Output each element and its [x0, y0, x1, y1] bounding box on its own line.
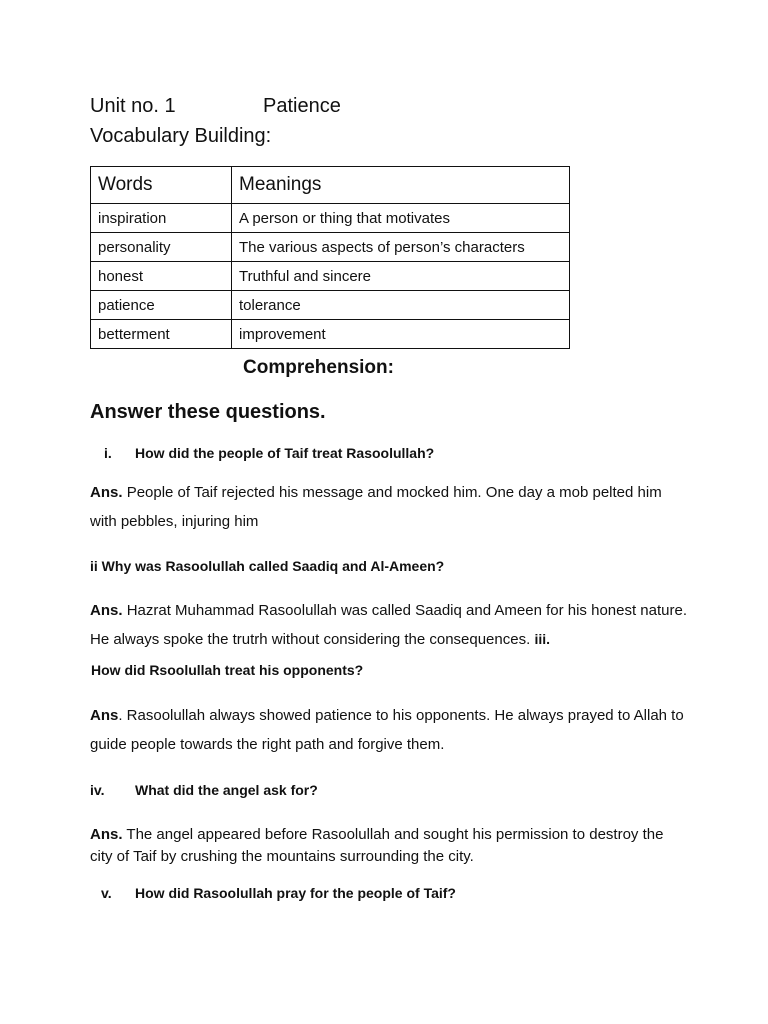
question-number: i. — [104, 445, 112, 461]
meaning-cell: improvement — [232, 320, 570, 349]
comprehension-heading: Comprehension: — [243, 357, 394, 378]
question-2 — [90, 558, 444, 574]
answer-2 — [90, 596, 690, 654]
column-header-meanings: Meanings — [232, 167, 570, 204]
question-text: What did the angel ask for? — [135, 782, 318, 798]
word-cell: personality — [91, 233, 232, 262]
question-number: v. — [101, 885, 112, 901]
table-row — [91, 262, 570, 291]
table-row — [91, 233, 570, 262]
answer-text: The angel appeared before Rasoolullah and sought his permission to destroy the city of Taif by crushing the mountains surrounding the city. — [90, 826, 664, 865]
answer-label: Ans. — [90, 484, 123, 501]
meaning-cell: A person or thing that motivates — [232, 204, 570, 233]
question-text: How did Rasoolullah pray for the people of Taif? — [135, 885, 456, 901]
answer-label: Ans. — [90, 602, 123, 619]
question-number: ii — [90, 558, 98, 574]
answer-questions-heading: Answer these questions. — [90, 401, 326, 423]
table-row — [91, 291, 570, 320]
table-row — [91, 320, 570, 349]
word-cell: patience — [91, 291, 232, 320]
answer-label: Ans. — [90, 826, 123, 843]
answer-text: Hazrat Muhammad Rasoolullah was called Saadiq and Ameen for his honest nature. He always spoke the trutrh without considering the consequences. — [90, 602, 688, 648]
table-row — [91, 204, 570, 233]
unit-number: Unit no. 1 — [90, 95, 176, 117]
word-cell: honest — [91, 262, 232, 291]
vocabulary-table — [90, 166, 570, 349]
unit-topic: Patience — [263, 95, 341, 117]
question-text: How did the people of Taif treat Rasoolullah? — [135, 445, 435, 461]
answer-4 — [90, 824, 690, 868]
answer-3 — [90, 701, 690, 759]
question-number: iii. — [534, 631, 550, 647]
answer-text: People of Taif rejected his message and mocked him. One day a mob pelted him with pebbles, injuring him — [90, 484, 662, 530]
meaning-cell: Truthful and sincere — [232, 262, 570, 291]
word-cell: inspiration — [91, 204, 232, 233]
unit-title — [90, 95, 341, 118]
answer-1 — [90, 478, 690, 536]
vocabulary-heading: Vocabulary Building: — [90, 125, 272, 147]
question-text: How did Rsoolullah treat his opponents? — [91, 662, 364, 678]
meaning-cell: The various aspects of person’s characters — [232, 233, 570, 262]
meaning-cell: tolerance — [232, 291, 570, 320]
table-header-row — [91, 167, 570, 204]
question-3 — [91, 662, 363, 678]
answer-text: . Rasoolullah always showed patience to his opponents. He always prayed to Allah to guide people towards the right path and forgive them. — [90, 707, 684, 753]
question-text: Why was Rasoolullah called Saadiq and Al-Ameen? — [101, 558, 445, 574]
answer-label: Ans — [90, 707, 119, 724]
word-cell: betterment — [91, 320, 232, 349]
question-number: iv. — [90, 782, 105, 798]
column-header-words: Words — [91, 167, 232, 204]
